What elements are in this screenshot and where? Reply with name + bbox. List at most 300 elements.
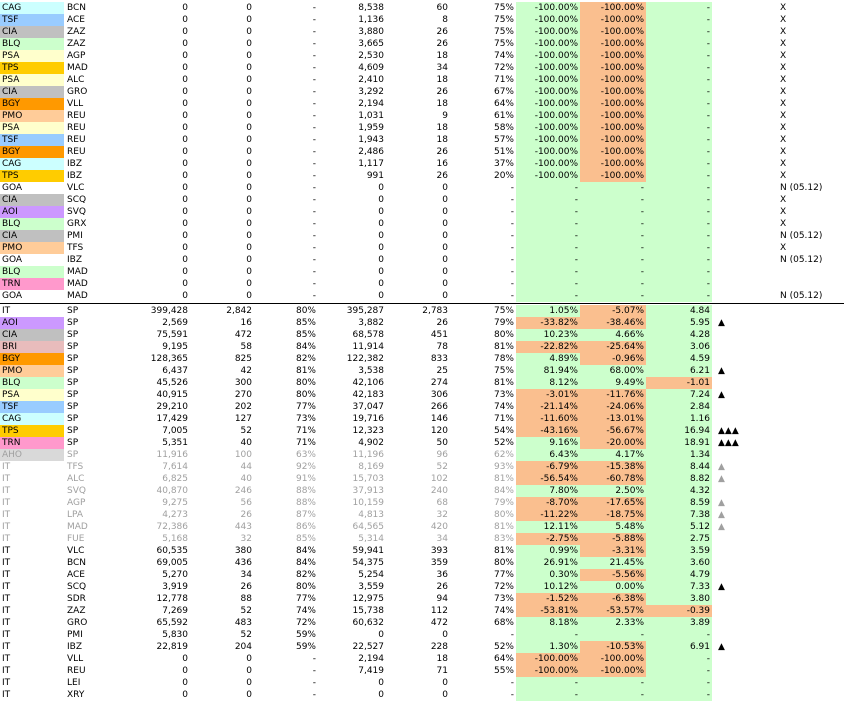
prev-count-cell[interactable]: 60: [436, 3, 448, 13]
trend-cell[interactable]: [712, 170, 778, 182]
prev-value-cell[interactable]: 0: [378, 291, 384, 301]
delta-cell[interactable]: 3.60: [646, 557, 712, 569]
value-cell[interactable]: 5,351: [162, 438, 188, 448]
value-cell[interactable]: 7,005: [162, 426, 188, 436]
airport-cell[interactable]: BLQ: [0, 266, 64, 278]
prev-value-cell[interactable]: 122,382: [346, 354, 384, 364]
prev-count-cell[interactable]: 833: [430, 354, 448, 364]
trend-cell[interactable]: [712, 86, 778, 98]
prev-value-cell[interactable]: 1,959: [358, 123, 384, 133]
status-cell[interactable]: [778, 677, 844, 689]
value-cell[interactable]: 0: [182, 666, 188, 676]
change-cell[interactable]: -100.00%: [516, 134, 580, 146]
count-change-cell[interactable]: -: [580, 194, 646, 206]
prev-count-cell[interactable]: 0: [442, 291, 448, 301]
value-cell[interactable]: 7,269: [162, 606, 188, 616]
prev-value-cell[interactable]: 1,136: [358, 15, 384, 25]
trend-cell[interactable]: [712, 122, 778, 134]
delta-cell[interactable]: -1.01: [646, 377, 712, 389]
trend-cell[interactable]: [712, 329, 778, 341]
trend-cell[interactable]: [712, 50, 778, 62]
prev-value-cell[interactable]: 60,632: [352, 618, 384, 628]
trend-cell[interactable]: [712, 278, 778, 290]
percent-cell[interactable]: -: [312, 279, 316, 289]
airport-cell[interactable]: PMO: [0, 242, 64, 254]
trend-cell[interactable]: [712, 593, 778, 605]
status-cell[interactable]: [778, 341, 844, 353]
prev-value-cell[interactable]: 8,169: [358, 462, 384, 472]
count-change-cell[interactable]: -10.53%: [580, 641, 646, 653]
count-change-cell[interactable]: -: [580, 290, 646, 302]
prev-value-cell[interactable]: 2,194: [358, 99, 384, 109]
count-cell[interactable]: 0: [246, 654, 252, 664]
value-cell[interactable]: 69,005: [156, 558, 188, 568]
value-cell[interactable]: 0: [182, 207, 188, 217]
percent-cell[interactable]: -: [312, 75, 316, 85]
value-cell[interactable]: 0: [182, 63, 188, 73]
count-cell[interactable]: 0: [246, 267, 252, 277]
delta-cell[interactable]: -: [646, 26, 712, 38]
value-cell[interactable]: 40,915: [156, 390, 188, 400]
prev-value-cell[interactable]: 37,913: [352, 486, 384, 496]
prev-percent-cell[interactable]: 73%: [493, 390, 514, 400]
status-cell[interactable]: [778, 521, 844, 533]
airport-cell[interactable]: CAG: [0, 2, 64, 14]
prev-percent-cell[interactable]: 78%: [493, 354, 514, 364]
change-cell[interactable]: -33.82%: [516, 317, 580, 329]
prev-percent-cell[interactable]: -: [510, 291, 514, 301]
status-cell[interactable]: X: [780, 111, 787, 121]
destination-cell[interactable]: SCQ: [67, 195, 87, 205]
trend-cell[interactable]: [712, 665, 778, 677]
prev-percent-cell[interactable]: 52%: [493, 438, 514, 448]
destination-cell[interactable]: SVQ: [67, 207, 86, 217]
delta-cell[interactable]: -: [646, 110, 712, 122]
percent-cell[interactable]: -: [312, 291, 316, 301]
delta-cell[interactable]: 4.28: [646, 329, 712, 341]
airport-cell[interactable]: IT: [2, 522, 11, 532]
prev-percent-cell[interactable]: 75%: [493, 39, 514, 49]
trend-cell[interactable]: ▲▲▲: [718, 438, 739, 448]
delta-cell[interactable]: -: [646, 158, 712, 170]
prev-count-cell[interactable]: 26: [436, 87, 448, 97]
delta-cell[interactable]: -: [646, 665, 712, 677]
trend-cell[interactable]: [712, 38, 778, 50]
prev-percent-cell[interactable]: 75%: [493, 27, 514, 37]
delta-cell[interactable]: 3.06: [646, 341, 712, 353]
prev-count-cell[interactable]: 78: [436, 342, 448, 352]
value-cell[interactable]: 0: [182, 255, 188, 265]
trend-cell[interactable]: [712, 677, 778, 689]
value-cell[interactable]: 2,569: [162, 318, 188, 328]
prev-value-cell[interactable]: 2,530: [358, 51, 384, 61]
count-change-cell[interactable]: -100.00%: [580, 98, 646, 110]
count-cell[interactable]: 380: [234, 546, 252, 556]
change-cell[interactable]: 9.16%: [516, 437, 580, 449]
percent-cell[interactable]: -: [312, 147, 316, 157]
airport-cell[interactable]: IT: [2, 486, 11, 496]
change-cell[interactable]: -: [516, 290, 580, 302]
status-cell[interactable]: X: [780, 243, 787, 253]
airport-cell[interactable]: PSA: [0, 74, 64, 86]
change-cell[interactable]: 4.89%: [516, 353, 580, 365]
trend-cell[interactable]: [712, 254, 778, 266]
count-cell[interactable]: 0: [246, 690, 252, 700]
prev-percent-cell[interactable]: 81%: [493, 342, 514, 352]
status-cell[interactable]: [778, 653, 844, 665]
value-cell[interactable]: 72,386: [156, 522, 188, 532]
value-cell[interactable]: 0: [182, 135, 188, 145]
value-cell[interactable]: 29,210: [156, 402, 188, 412]
change-cell[interactable]: -1.52%: [516, 593, 580, 605]
value-cell[interactable]: 0: [182, 15, 188, 25]
change-cell[interactable]: -21.14%: [516, 401, 580, 413]
prev-count-cell[interactable]: 0: [442, 678, 448, 688]
count-cell[interactable]: 443: [234, 522, 252, 532]
prev-value-cell[interactable]: 1,031: [358, 111, 384, 121]
count-change-cell[interactable]: -: [580, 230, 646, 242]
destination-cell[interactable]: AGP: [67, 51, 86, 61]
status-cell[interactable]: [778, 449, 844, 461]
delta-cell[interactable]: -: [646, 2, 712, 14]
trend-cell[interactable]: [712, 689, 778, 701]
prev-percent-cell[interactable]: 75%: [493, 3, 514, 13]
delta-cell[interactable]: 1.16: [646, 413, 712, 425]
status-cell[interactable]: [778, 485, 844, 497]
delta-cell[interactable]: 7.24: [646, 389, 712, 401]
airport-cell[interactable]: TPS: [0, 62, 64, 74]
prev-percent-cell[interactable]: 57%: [493, 135, 514, 145]
prev-value-cell[interactable]: 11,196: [352, 450, 384, 460]
trend-cell[interactable]: [712, 74, 778, 86]
trend-cell[interactable]: [712, 569, 778, 581]
prev-value-cell[interactable]: 11,914: [352, 342, 384, 352]
destination-cell[interactable]: ALC: [67, 75, 85, 85]
prev-value-cell[interactable]: 12,323: [352, 426, 384, 436]
status-cell[interactable]: [778, 278, 844, 290]
destination-cell[interactable]: ZAZ: [67, 27, 86, 37]
prev-value-cell[interactable]: 5,314: [358, 534, 384, 544]
count-cell[interactable]: 52: [240, 606, 252, 616]
prev-value-cell[interactable]: 0: [378, 231, 384, 241]
destination-cell[interactable]: TFS: [67, 462, 84, 472]
status-cell[interactable]: [778, 461, 844, 473]
destination-cell[interactable]: SP: [67, 366, 79, 376]
status-cell[interactable]: [778, 425, 844, 437]
percent-cell[interactable]: 84%: [295, 546, 316, 556]
prev-percent-cell[interactable]: 72%: [493, 582, 514, 592]
prev-count-cell[interactable]: 18: [436, 135, 448, 145]
trend-cell[interactable]: [712, 14, 778, 26]
change-cell[interactable]: 81.94%: [516, 365, 580, 377]
percent-cell[interactable]: -: [312, 267, 316, 277]
prev-count-cell[interactable]: 25: [436, 366, 448, 376]
prev-percent-cell[interactable]: 77%: [493, 570, 514, 580]
prev-value-cell[interactable]: 37,047: [352, 402, 384, 412]
value-cell[interactable]: 0: [182, 654, 188, 664]
airport-cell[interactable]: IT: [2, 642, 11, 652]
change-cell[interactable]: 8.12%: [516, 377, 580, 389]
destination-cell[interactable]: LPA: [67, 510, 84, 520]
percent-cell[interactable]: 80%: [295, 306, 316, 316]
destination-cell[interactable]: VLL: [67, 654, 84, 664]
trend-cell[interactable]: [712, 62, 778, 74]
trend-cell[interactable]: ▲: [718, 462, 725, 472]
count-change-cell[interactable]: 21.45%: [580, 557, 646, 569]
value-cell[interactable]: 0: [182, 123, 188, 133]
airport-cell[interactable]: PSA: [0, 50, 64, 62]
change-cell[interactable]: -100.00%: [516, 2, 580, 14]
prev-value-cell[interactable]: 4,902: [358, 438, 384, 448]
destination-cell[interactable]: SP: [67, 354, 79, 364]
percent-cell[interactable]: 87%: [295, 510, 316, 520]
count-cell[interactable]: 0: [246, 183, 252, 193]
count-cell[interactable]: 88: [240, 594, 252, 604]
change-cell[interactable]: -11.60%: [516, 413, 580, 425]
count-cell[interactable]: 0: [246, 51, 252, 61]
destination-cell[interactable]: GRX: [67, 219, 87, 229]
destination-cell[interactable]: VLC: [67, 546, 85, 556]
percent-cell[interactable]: 92%: [295, 462, 316, 472]
prev-percent-cell[interactable]: 54%: [493, 426, 514, 436]
count-change-cell[interactable]: -25.64%: [580, 341, 646, 353]
delta-cell[interactable]: 8.59: [646, 497, 712, 509]
prev-count-cell[interactable]: 8: [442, 15, 448, 25]
count-change-cell[interactable]: -3.31%: [580, 545, 646, 557]
delta-cell[interactable]: 4.84: [646, 305, 712, 317]
prev-count-cell[interactable]: 26: [436, 147, 448, 157]
count-cell[interactable]: 32: [240, 534, 252, 544]
value-cell[interactable]: 11,916: [156, 450, 188, 460]
prev-percent-cell[interactable]: 80%: [493, 510, 514, 520]
prev-count-cell[interactable]: 18: [436, 75, 448, 85]
count-cell[interactable]: 0: [246, 87, 252, 97]
count-change-cell[interactable]: -56.67%: [580, 425, 646, 437]
percent-cell[interactable]: -: [312, 123, 316, 133]
delta-cell[interactable]: -0.39: [646, 605, 712, 617]
count-change-cell[interactable]: -11.76%: [580, 389, 646, 401]
prev-count-cell[interactable]: 26: [436, 318, 448, 328]
prev-percent-cell[interactable]: -: [510, 267, 514, 277]
change-cell[interactable]: -11.22%: [516, 509, 580, 521]
count-cell[interactable]: 52: [240, 426, 252, 436]
count-change-cell[interactable]: -5.88%: [580, 533, 646, 545]
airport-cell[interactable]: GOA: [2, 255, 23, 265]
delta-cell[interactable]: -: [646, 218, 712, 230]
delta-cell[interactable]: -: [646, 74, 712, 86]
count-cell[interactable]: 436: [234, 558, 252, 568]
prev-count-cell[interactable]: 112: [430, 606, 448, 616]
trend-cell[interactable]: ▲: [718, 498, 725, 508]
prev-value-cell[interactable]: 3,880: [358, 27, 384, 37]
value-cell[interactable]: 17,429: [156, 414, 188, 424]
trend-cell[interactable]: [712, 110, 778, 122]
prev-count-cell[interactable]: 18: [436, 99, 448, 109]
percent-cell[interactable]: -: [312, 135, 316, 145]
prev-value-cell[interactable]: 2,486: [358, 147, 384, 157]
change-cell[interactable]: -2.75%: [516, 533, 580, 545]
prev-percent-cell[interactable]: -: [510, 279, 514, 289]
prev-count-cell[interactable]: 0: [442, 231, 448, 241]
value-cell[interactable]: 75,591: [156, 330, 188, 340]
destination-cell[interactable]: SP: [67, 402, 79, 412]
status-cell[interactable]: X: [780, 27, 787, 37]
destination-cell[interactable]: SP: [67, 330, 79, 340]
trend-cell[interactable]: [712, 218, 778, 230]
count-change-cell[interactable]: 9.49%: [580, 377, 646, 389]
value-cell[interactable]: 7,614: [162, 462, 188, 472]
prev-value-cell[interactable]: 0: [378, 255, 384, 265]
count-cell[interactable]: 0: [246, 255, 252, 265]
change-cell[interactable]: 26.91%: [516, 557, 580, 569]
percent-cell[interactable]: -: [312, 39, 316, 49]
count-cell[interactable]: 0: [246, 279, 252, 289]
trend-cell[interactable]: [712, 341, 778, 353]
change-cell[interactable]: 12.11%: [516, 521, 580, 533]
trend-cell[interactable]: [712, 290, 778, 302]
airport-cell[interactable]: CIA: [0, 230, 64, 242]
prev-value-cell[interactable]: 0: [378, 630, 384, 640]
delta-cell[interactable]: 4.32: [646, 485, 712, 497]
status-cell[interactable]: X: [780, 123, 787, 133]
count-cell[interactable]: 0: [246, 231, 252, 241]
percent-cell[interactable]: -: [312, 195, 316, 205]
airport-cell[interactable]: TRN: [0, 437, 64, 449]
change-cell[interactable]: -100.00%: [516, 158, 580, 170]
prev-percent-cell[interactable]: -: [510, 219, 514, 229]
count-change-cell[interactable]: -20.00%: [580, 437, 646, 449]
prev-value-cell[interactable]: 7,419: [358, 666, 384, 676]
airport-cell[interactable]: IT: [2, 666, 11, 676]
status-cell[interactable]: [778, 557, 844, 569]
trend-cell[interactable]: [712, 485, 778, 497]
prev-count-cell[interactable]: 274: [430, 378, 448, 388]
status-cell[interactable]: X: [780, 159, 787, 169]
count-change-cell[interactable]: -60.78%: [580, 473, 646, 485]
value-cell[interactable]: 0: [182, 51, 188, 61]
change-cell[interactable]: -100.00%: [516, 26, 580, 38]
airport-cell[interactable]: IT: [2, 462, 11, 472]
destination-cell[interactable]: PMI: [67, 630, 83, 640]
count-cell[interactable]: 34: [240, 570, 252, 580]
airport-cell[interactable]: AOI: [0, 317, 64, 329]
percent-cell[interactable]: -: [312, 159, 316, 169]
delta-cell[interactable]: 2.75: [646, 533, 712, 545]
destination-cell[interactable]: REU: [67, 147, 86, 157]
prev-count-cell[interactable]: 52: [436, 462, 448, 472]
prev-value-cell[interactable]: 42,183: [352, 390, 384, 400]
destination-cell[interactable]: MAD: [67, 291, 88, 301]
trend-cell[interactable]: [712, 182, 778, 194]
count-change-cell[interactable]: -: [580, 629, 646, 641]
value-cell[interactable]: 5,168: [162, 534, 188, 544]
prev-count-cell[interactable]: 68: [436, 498, 448, 508]
delta-cell[interactable]: 7.38: [646, 509, 712, 521]
status-cell[interactable]: X: [780, 3, 787, 13]
percent-cell[interactable]: -: [312, 255, 316, 265]
change-cell[interactable]: -100.00%: [516, 62, 580, 74]
prev-count-cell[interactable]: 0: [442, 219, 448, 229]
prev-percent-cell[interactable]: 74%: [493, 402, 514, 412]
percent-cell[interactable]: -: [312, 3, 316, 13]
airport-cell[interactable]: IT: [2, 630, 11, 640]
trend-cell[interactable]: [712, 98, 778, 110]
count-cell[interactable]: 202: [234, 402, 252, 412]
prev-count-cell[interactable]: 26: [436, 27, 448, 37]
destination-cell[interactable]: XRY: [67, 690, 85, 700]
prev-percent-cell[interactable]: -: [510, 630, 514, 640]
destination-cell[interactable]: SCQ: [67, 582, 87, 592]
count-change-cell[interactable]: -0.96%: [580, 353, 646, 365]
change-cell[interactable]: -56.54%: [516, 473, 580, 485]
delta-cell[interactable]: 8.44: [646, 461, 712, 473]
delta-cell[interactable]: -: [646, 278, 712, 290]
prev-count-cell[interactable]: 36: [436, 570, 448, 580]
count-cell[interactable]: 0: [246, 678, 252, 688]
count-change-cell[interactable]: -100.00%: [580, 653, 646, 665]
count-change-cell[interactable]: 5.48%: [580, 521, 646, 533]
value-cell[interactable]: 65,592: [156, 618, 188, 628]
trend-cell[interactable]: [712, 605, 778, 617]
prev-count-cell[interactable]: 9: [442, 111, 448, 121]
airport-cell[interactable]: BGY: [0, 353, 64, 365]
airport-cell[interactable]: IT: [2, 306, 11, 316]
airport-cell[interactable]: IT: [2, 498, 11, 508]
count-cell[interactable]: 0: [246, 243, 252, 253]
prev-count-cell[interactable]: 26: [436, 171, 448, 181]
percent-cell[interactable]: 77%: [295, 594, 316, 604]
delta-cell[interactable]: -: [646, 50, 712, 62]
prev-value-cell[interactable]: 0: [378, 678, 384, 688]
trend-cell[interactable]: [712, 146, 778, 158]
count-change-cell[interactable]: -: [580, 206, 646, 218]
prev-percent-cell[interactable]: 75%: [493, 306, 514, 316]
value-cell[interactable]: 0: [182, 195, 188, 205]
prev-count-cell[interactable]: 26: [436, 582, 448, 592]
percent-cell[interactable]: -: [312, 63, 316, 73]
count-cell[interactable]: 0: [246, 63, 252, 73]
delta-cell[interactable]: -: [646, 122, 712, 134]
count-cell[interactable]: 0: [246, 207, 252, 217]
delta-cell[interactable]: -: [646, 230, 712, 242]
value-cell[interactable]: 0: [182, 690, 188, 700]
value-cell[interactable]: 0: [182, 219, 188, 229]
prev-percent-cell[interactable]: 58%: [493, 123, 514, 133]
trend-cell[interactable]: [712, 158, 778, 170]
airport-cell[interactable]: PMO: [0, 365, 64, 377]
trend-cell[interactable]: [712, 533, 778, 545]
change-cell[interactable]: -100.00%: [516, 38, 580, 50]
trend-cell[interactable]: ▲▲▲: [718, 426, 739, 436]
prev-count-cell[interactable]: 0: [442, 195, 448, 205]
trend-cell[interactable]: ▲: [718, 642, 725, 652]
prev-value-cell[interactable]: 68,578: [352, 330, 384, 340]
count-change-cell[interactable]: -6.38%: [580, 593, 646, 605]
destination-cell[interactable]: SP: [67, 318, 79, 328]
prev-percent-cell[interactable]: -: [510, 255, 514, 265]
status-cell[interactable]: [778, 593, 844, 605]
status-cell[interactable]: X: [780, 75, 787, 85]
destination-cell[interactable]: VLL: [67, 99, 84, 109]
count-cell[interactable]: 0: [246, 159, 252, 169]
status-cell[interactable]: [778, 581, 844, 593]
prev-percent-cell[interactable]: 71%: [493, 75, 514, 85]
change-cell[interactable]: -: [516, 254, 580, 266]
prev-value-cell[interactable]: 5,254: [358, 570, 384, 580]
airport-cell[interactable]: PSA: [0, 389, 64, 401]
count-change-cell[interactable]: -: [580, 266, 646, 278]
change-cell[interactable]: 6.43%: [516, 449, 580, 461]
